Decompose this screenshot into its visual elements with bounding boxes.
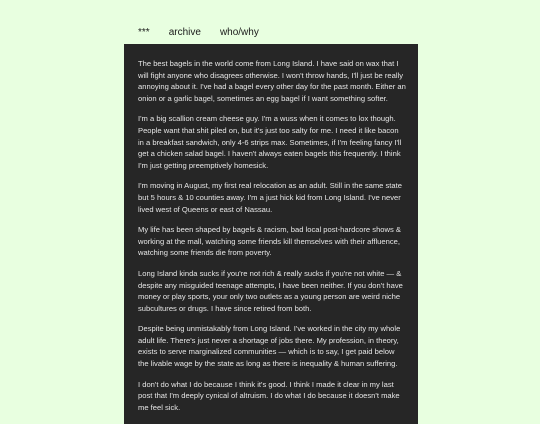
post-paragraph: My life has been shaped by bagels & racism, bad local post-hardcore shows & working at the mall, watching some friends kill themselves with their affluence, watching some friends die from poverty. [138,225,401,258]
post-paragraph: Long Island kinda sucks if you're not rich & really sucks if you're not white — & despite any misguided teenage attempts, I have been neither. If you don't have money or play sports, your only two outlets as a young person are weird niche subcultures or drugs. I have since retired from both. [138,268,403,313]
post-paragraph: Despite being unmistakably from Long Island. I've worked in the city my whole adult life. There's just never a shortage of jobs there. My profession, in theory, exists to serve marginalized communities — which is to say, I get paid below the livable wage by the state as long as there is inequality & human suffering. [138,324,401,369]
top-nav [138,27,259,38]
post-paragraph: The best bagels in the world come from Long Island. I have said on wax that I will fight anyone who disagrees otherwise. I won't throw hands, I'll just be really annoying about it. I've had a bagel every other day for the past month. Either an onion or a garlic bagel, sometimes an egg bagel if I want something softer. [138,59,406,103]
post-paragraph: I'm a big scallion cream cheese guy. I'm a wuss when it comes to lox though. People want that shit piled on, but it's just too salty for me. I need it like bacon in a breakfast sandwich, only 4-6 strips max. Sometimes, if I'm feeling fancy I'll get a chicken salad bagel. I haven't always eaten bagels this frequently. I think I'm just getting preemptively homesick. [138,114,402,170]
nav-home-link[interactable]: *** [138,27,150,38]
post-paragraph: I'm moving in August, my first real relocation as an adult. Still in the same state but 5 hours & 10 counties away. I'm a just hick kid from Long Island. I've never lived west of Queens or east of Nassau. [138,181,402,214]
post-paragraph: I don't do what I do because I think it's good. I think I made it clear in my last post that I'm deeply cynical of altruism. I do what I do because it doesn't make me feel sick. [138,379,400,412]
blog-post [124,44,418,424]
nav-archive-link[interactable]: archive [168,27,201,38]
nav-about-link[interactable]: who/why [219,27,259,38]
